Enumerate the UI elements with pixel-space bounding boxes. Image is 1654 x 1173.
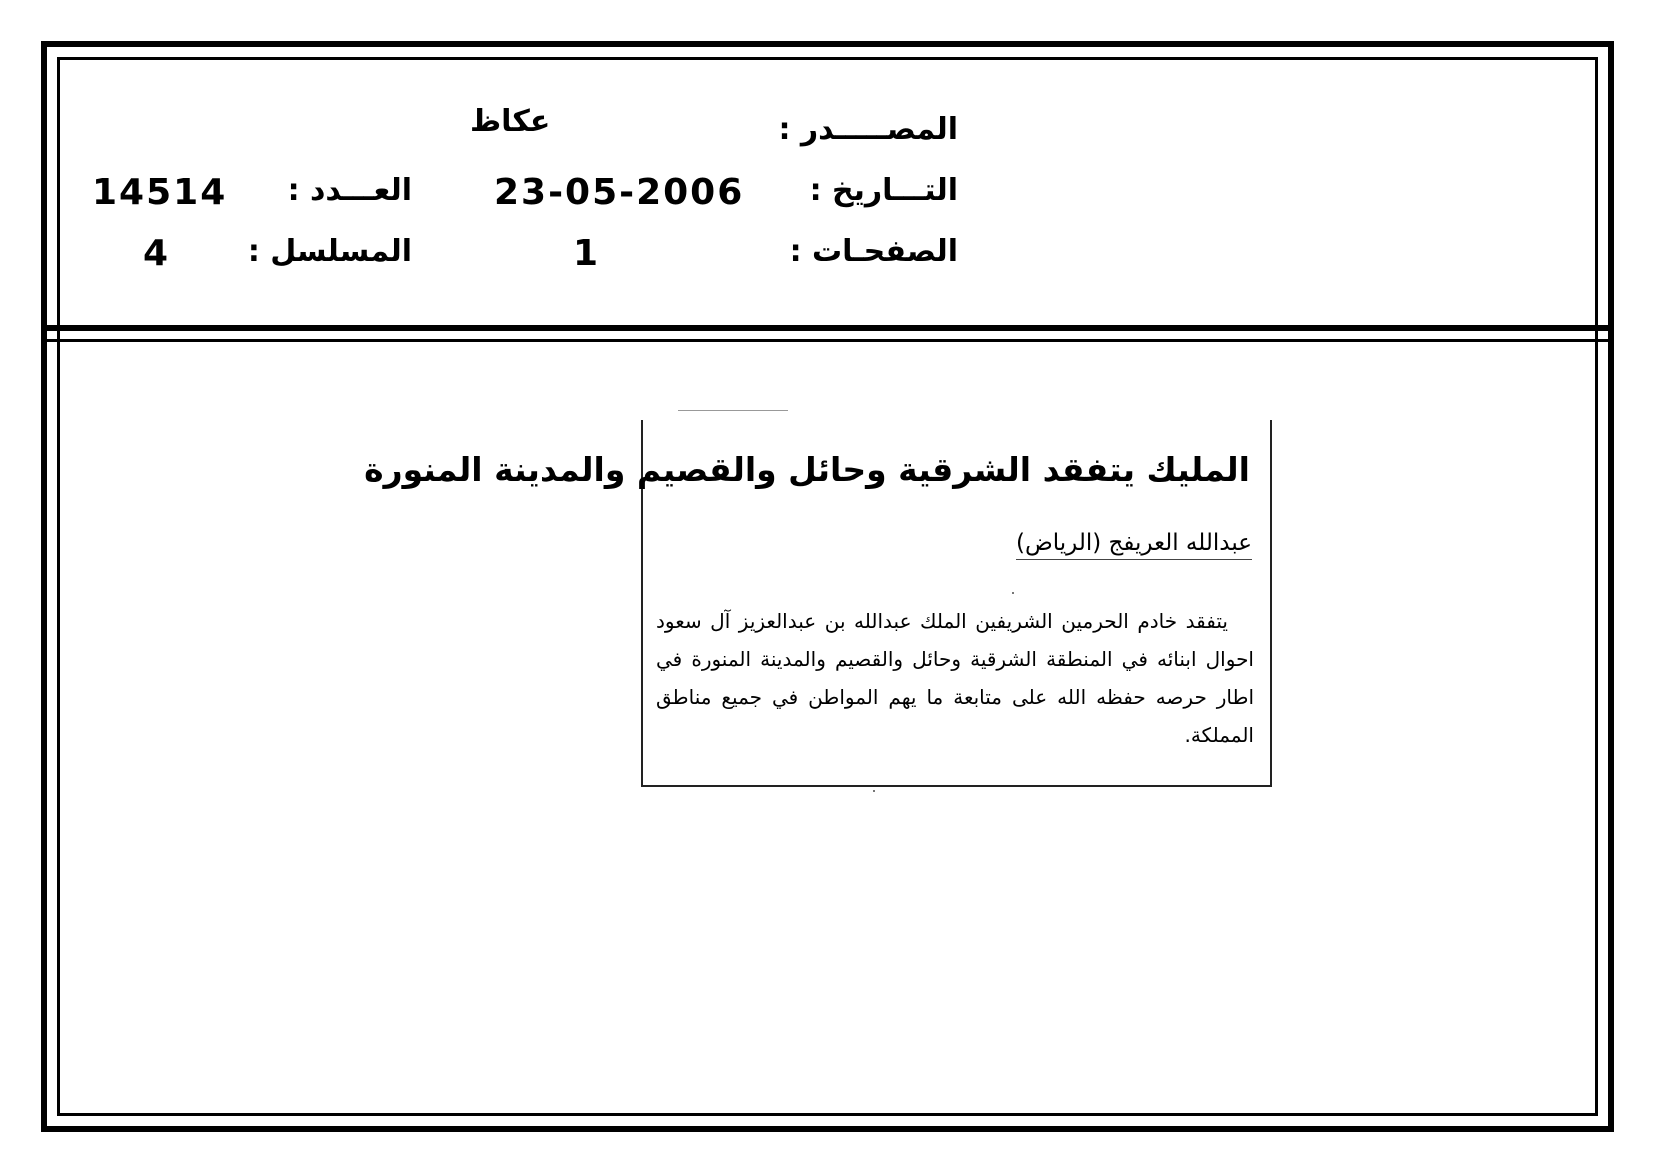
issue-value: 14514 bbox=[92, 172, 228, 213]
source-value: عكاظ bbox=[470, 104, 551, 139]
source-label: المصـــــدر : bbox=[778, 112, 958, 147]
clipping-headline: المليك يتفقد الشرقية وحائل والقصيم والمدينة المنورة bbox=[364, 450, 1250, 489]
clipping-byline: عبدالله العريفج (الرياض) bbox=[1016, 530, 1252, 560]
header-divider-thick bbox=[47, 325, 1608, 331]
serial-label: المسلسل : bbox=[247, 234, 412, 269]
header-divider-thin bbox=[47, 339, 1608, 342]
pages-label: الصفحـات : bbox=[789, 234, 958, 269]
clipping-paragraph: يتفقد خادم الحرمين الشريفين الملك عبدالله بن عبدالعزيز آل سعود احوال ابنائه في المنطقة الشرقية وحائل والقصيم والمدينة المنورة في اطار حرصه حفظه الله على متابعة ما يهم المواطن في جميع مناطق المملكة. bbox=[656, 609, 1254, 747]
issue-label: العـــدد : bbox=[287, 173, 412, 208]
serial-value: 4 bbox=[143, 233, 171, 274]
scan-speck bbox=[1012, 592, 1014, 594]
clipping-top-edge bbox=[678, 410, 788, 411]
date-value: 23-05-2006 bbox=[494, 172, 745, 213]
pages-value: 1 bbox=[573, 233, 601, 274]
scan-speck bbox=[873, 790, 875, 792]
newspaper-clipping bbox=[364, 420, 1272, 787]
date-label: التـــاريخ : bbox=[809, 173, 958, 208]
clipping-body bbox=[656, 602, 1254, 754]
